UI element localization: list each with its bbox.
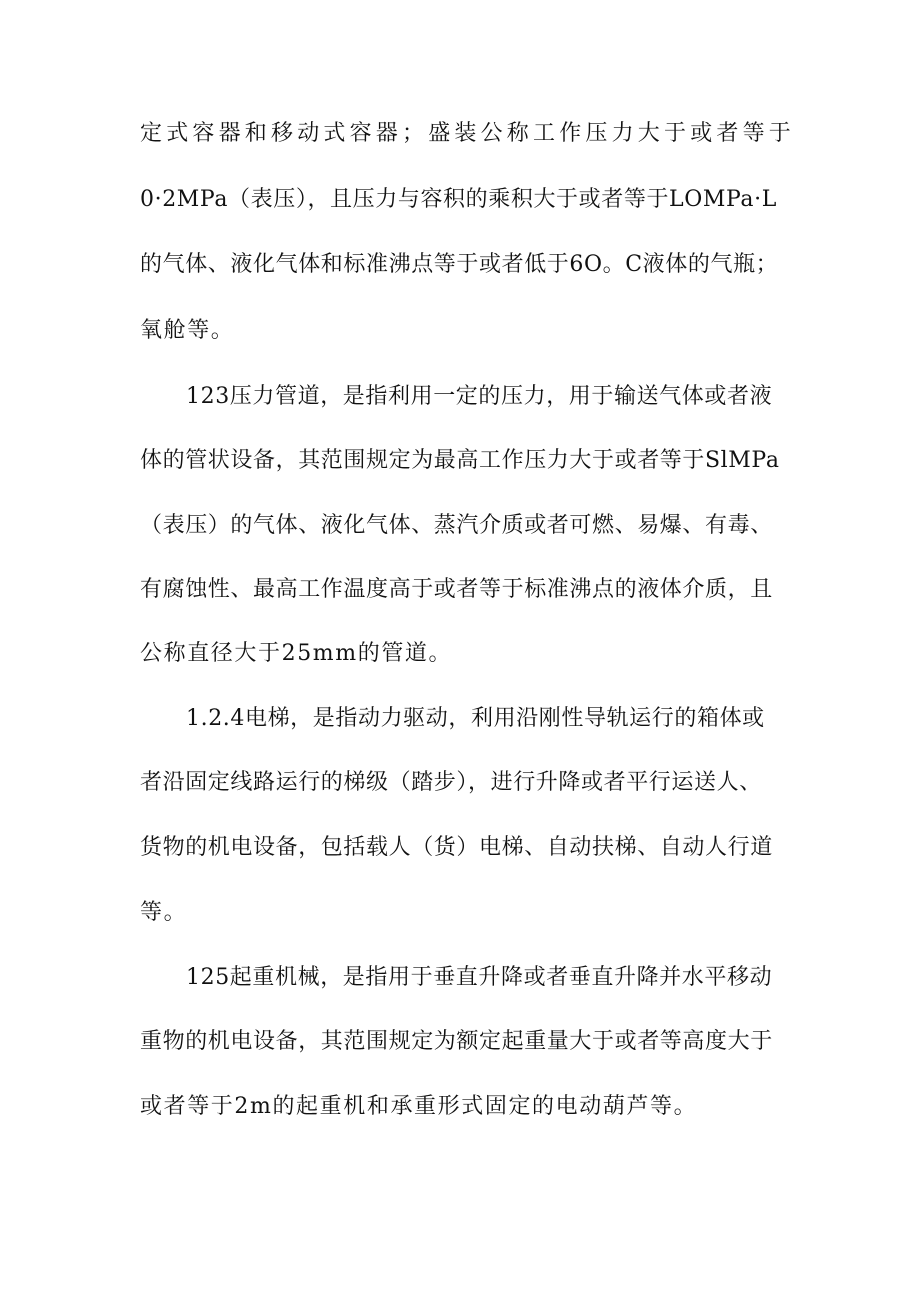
text-line-12: 货物的机电设备，包括载人（货）电梯、自动扶梯、自动人行道 <box>140 835 773 860</box>
text-line-14: 125起重机械，是指用于垂直升降或者垂直升降并水平移动 <box>186 965 773 990</box>
text-line-5: 123压力管道，是指利用一定的压力，用于输送气体或者液 <box>186 384 773 409</box>
text-line-6: 体的管状设备，其范围规定为最高工作压力大于或者等于SlMPa <box>140 448 780 473</box>
text-line-15: 重物的机电设备，其范围规定为额定起重量大于或者等高度大于 <box>140 1029 773 1054</box>
text-line-9: 公称直径大于25mm的管道。 <box>140 641 453 666</box>
text-line-16: 或者等于2m的起重机和承重形式固定的电动葫芦等。 <box>140 1094 698 1119</box>
text-line-7: （表压）的气体、液化气体、蒸汽介质或者可燃、易爆、有毒、 <box>140 513 773 538</box>
text-line-13: 等。 <box>140 900 188 925</box>
text-line-3: 的气体、液化气体和标准沸点等于或者低于6O。C液体的气瓶； <box>140 252 779 277</box>
text-line-4: 氧舱等。 <box>140 318 235 343</box>
text-line-10: 1.2.4电梯，是指动力驱动，利用沿刚性导轨运行的箱体或 <box>186 706 765 731</box>
text-line-2: 0·2MPa（表压），且压力与容积的乘积大于或者等于LOMPa·L <box>140 187 777 212</box>
text-line-1: 定式容器和移动式容器；盛装公称工作压力大于或者等于 <box>140 121 796 146</box>
text-line-8: 有腐蚀性、最高工作温度高于或者等于标准沸点的液体介质，且 <box>140 577 773 602</box>
text-line-11: 者沿固定线路运行的梯级（踏步），进行升降或者平行运送人、 <box>140 770 762 795</box>
